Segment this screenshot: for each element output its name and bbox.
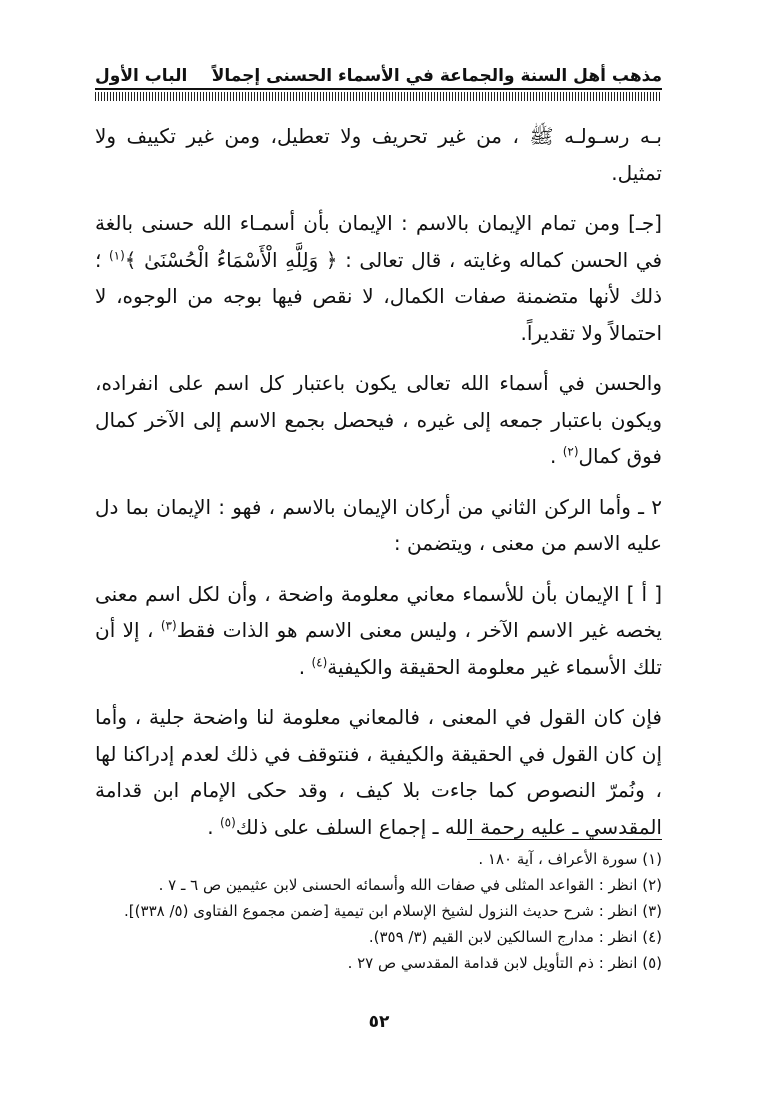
footnote-ref[interactable]: (٢) <box>562 444 579 459</box>
footnote: (٢) انظر : القواعد المثلى في صفات الله وأسمائه الحسنى لابن عثيمين ص ٦ ـ ٧ . <box>158 876 662 894</box>
paragraph <box>95 118 662 191</box>
footnote-ref[interactable]: (٥) <box>219 814 236 829</box>
paragraph-text: والحسن في أسماء الله تعالى يكون باعتبار كل اسم على انفراده، ويكون باعتبار جمعه إلى غيره ، فيحصل بجمع الاسم إلى الآخر كمال فوق كمال <box>95 371 662 468</box>
running-header <box>95 58 662 86</box>
footnote: (٣) انظر : شرح حديث النزول لشيخ الإسلام ابن تيمية [ضمن مجموع الفتاوى (٥/ ٣٣٨)]. <box>124 902 662 920</box>
paragraph-text: فإن كان القول في المعنى ، فالمعاني معلومة لنا واضحة جلية ، وأما إن كان القول في الحقيقة والكيفية ، فنتوقف في ذلك لعدم إدراكنا لها ، ونُمرّ النصوص كما جاءت بلا كيف ، وقد حكى الإمام ابن قدامة المقدسي ـ عليه رحمة الله ـ إجماع السلف على ذلك <box>95 705 662 839</box>
main-text <box>95 118 662 859</box>
header-title: مذهب أهل السنة والجماعة في الأسماء الحسنى إجمالاً <box>211 66 662 86</box>
paragraph-text: ٢ ـ وأما الركن الثاني من أركان الإيمان بالاسم ، فهو : الإيمان بما دل عليه الاسم من معنى ، ويتضمن : <box>95 494 662 555</box>
footnote-ref[interactable]: (٤) <box>311 654 328 669</box>
footnotes <box>95 846 662 976</box>
footnote: (٥) انظر : ذم التأويل لابن قدامة المقدسي ص ٢٧ . <box>347 954 662 972</box>
header-rule <box>95 88 662 101</box>
paragraph-text: [جـ] ومن تمام الإيمان بالاسم : الإيمان بأن أسمـاء الله حسنى بالغة في الحسن كماله وغايته ، قال تعالى : ﴿ وَلِلَّهِ الْأَسْمَاءُ الْحُسْنَىٰ ﴾ <box>95 211 662 272</box>
footnote: (١) سورة الأعراف ، آية ١٨٠ . <box>478 850 662 868</box>
paragraph: والحسن في أسماء الله تعالى يكون باعتبار كل اسم على انفراده، ويكون باعتبار جمعه إلى غيره ، فيحصل بجمع الاسم إلى الآخر كمال فوق كمال$^{(٢)}$ . <box>95 371 662 468</box>
paragraph-text: بـه رسـولـه ﷺ ، من غير تحريف ولا تعطيل، ومن غير تكييف ولا تمثيل. <box>95 124 662 185</box>
footnote: (٤) انظر : مدارج السالكين لابن القيم (٣/ ٣٥٩). <box>368 928 662 946</box>
paragraph-text: [ أ ] الإيمان بأن للأسماء معاني معلومة واضحة ، وأن لكل اسم معنى يخصه غير الاسم الآخر ، وليس معنى الاسم هو الذات فقط <box>95 581 662 642</box>
page-number: ٥٢ <box>368 1012 390 1032</box>
header-rule-hatch <box>95 92 662 101</box>
header-rule-line <box>95 88 662 90</box>
footnote-ref[interactable]: (١) <box>108 247 125 262</box>
paragraph-text: ، إلا أن تلك الأسماء غير معلومة الحقيقة والكيفية <box>95 618 662 679</box>
paragraph-text: ؛ ذلك لأنها متضمنة صفات الكمال، لا نقص فيها بوجه من الوجوه، لا احتمالاً ولا تقديراً. <box>95 247 662 345</box>
footnote-ref[interactable]: (٣) <box>160 618 177 633</box>
paragraph <box>95 489 662 562</box>
paragraph: [ أ ] الإيمان بأن للأسماء معاني معلومة واضحة ، وأن لكل اسم معنى يخصه غير الاسم الآخر ، وليس معنى الاسم هو الذات فقط$^{(٣)}$ ، إلا أن تلك الأسماء غير معلومة الحقيقة والكيفية$^{(٤)}$ . <box>95 581 662 679</box>
paragraph <box>95 205 662 351</box>
footnote-separator <box>467 839 662 840</box>
paragraph: فإن كان القول في المعنى ، فالمعاني معلومة لنا واضحة جلية ، وأما إن كان القول في الحقيقة والكيفية ، فنتوقف في ذلك لعدم إدراكنا لها ، ونُمرّ النصوص كما جاءت بلا كيف ، وقد حكى الإمام ابن قدامة المقدسي ـ عليه رحمة الله ـ إجماع السلف على ذلك$^{(٥)}$ . <box>95 705 662 839</box>
header-chapter: الباب الأول <box>95 66 188 86</box>
